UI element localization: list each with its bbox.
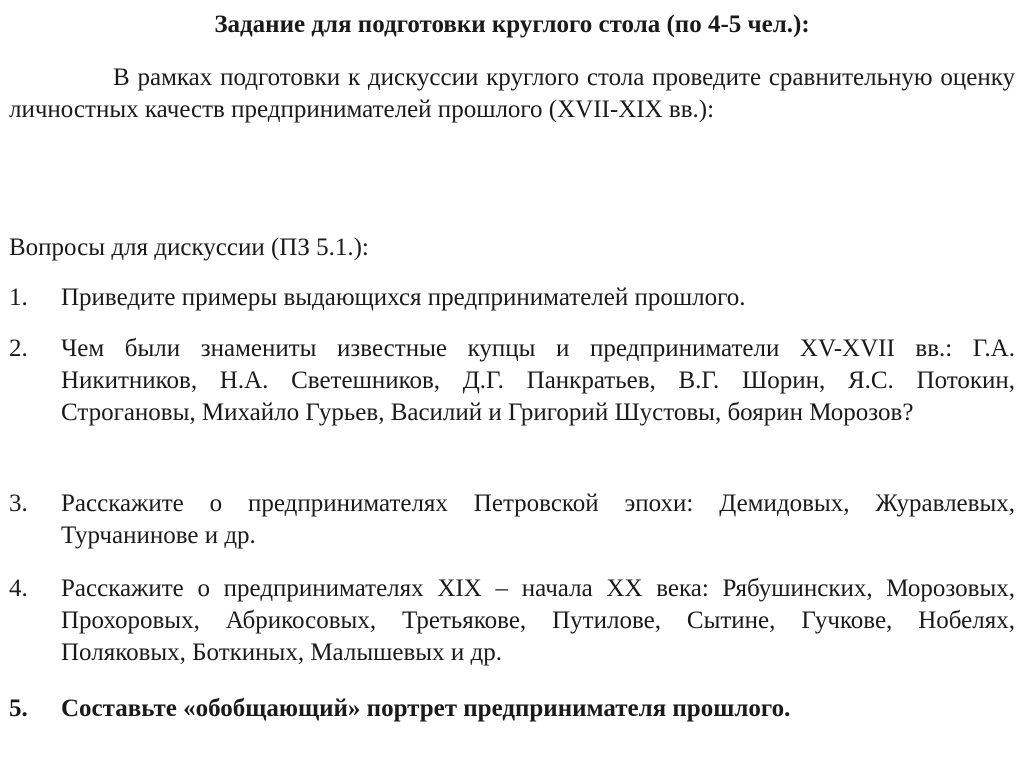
question-number: 1. [9,284,28,311]
question-number: 4. [9,575,28,602]
question-text: Приведите примеры выдающихся предпринимателей прошлого. [61,284,746,311]
intro-paragraph: В рамках подготовки к дискуссии круглого стола проведите сравнительную оценку личностных качеств предпринимателей прошлого (XVII-XIX вв.): [9,64,1015,123]
question-item-5 [9,693,1015,725]
question-item-1 [9,282,1015,314]
question-text: Расскажите о предпринимателях Петровской эпохи: Демидовых, Журавлевых, Турчанинове и др. [61,490,1015,549]
question-number: 3. [9,490,28,517]
questions-heading: Вопросы для дискуссии (ПЗ 5.1.): [9,234,369,261]
question-number: 5. [9,695,28,722]
question-text: Чем были знамениты известные купцы и предприниматели XV-XVII вв.: Г.А. Никитников, Н.А. Светешников, Д.Г. Панкратьев, В.Г. Шорин, Я.С. Потокин, Строгановы, Михайло Гурьев, Василий и Григорий Шустовы, боярин Морозов? [61,335,1015,426]
question-text: Составьте «обобщающий» портрет предпринимателя прошлого. [61,695,791,722]
question-item-3 [9,488,1015,552]
question-text: Расскажите о предпринимателях XIX – начала XX века: Рябушинских, Морозовых, Прохоровых, Абрикосовых, Третьякове, Путилове, Сытине, Гучкове, Нобелях, Поляковых, Боткиных, Малышевых и др. [61,575,1015,666]
question-item-2 [9,333,1015,429]
question-number: 2. [9,335,28,362]
question-item-4 [9,573,1015,669]
page-title: Задание для подготовки круглого стола (по 4-5 чел.): [214,11,810,38]
